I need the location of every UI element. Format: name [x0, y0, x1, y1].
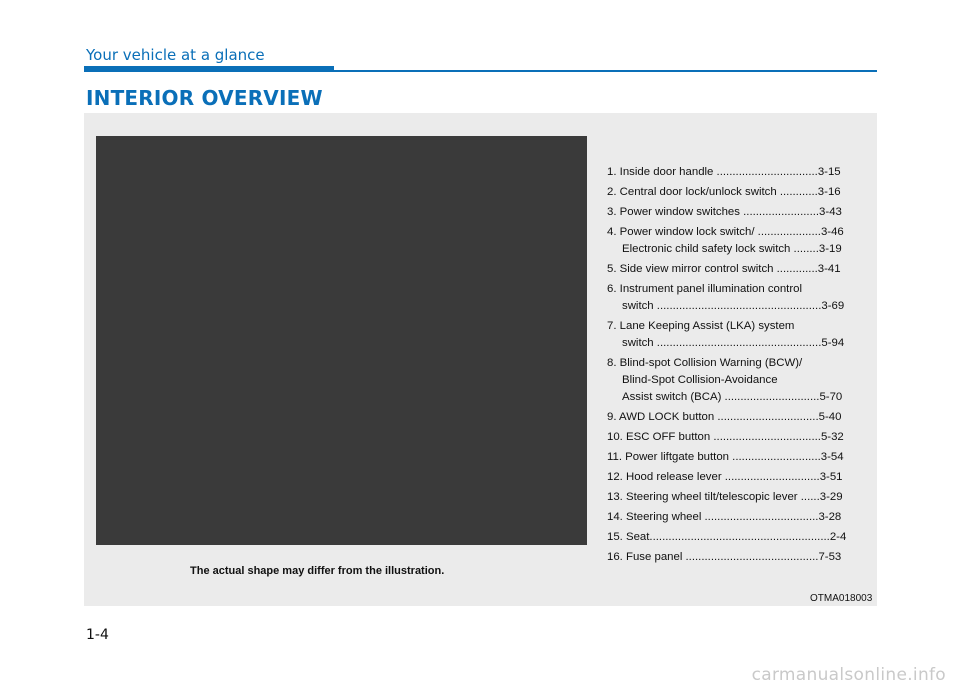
section-title: Your vehicle at a glance [86, 46, 265, 64]
legend-item [607, 224, 867, 258]
legend-item [607, 355, 867, 406]
interior-illustration [96, 136, 587, 545]
legend-item-line: 10. ESC OFF button ..................................5-32 [607, 431, 844, 443]
legend-item-line: 14. Steering wheel ....................................3-28 [607, 511, 842, 523]
legend-item [607, 281, 867, 315]
header-rule-thin [334, 70, 877, 72]
legend-item [607, 549, 867, 566]
legend-item-line: 8. Blind-spot Collision Warning (BCW)/ [607, 357, 803, 369]
illustration-caption: The actual shape may differ from the illustration. [190, 565, 445, 577]
legend-item-line: 11. Power liftgate button ............................3-54 [607, 451, 844, 463]
legend-item-line: Blind-Spot Collision-Avoidance [622, 374, 778, 386]
legend-item-line: 2. Central door lock/unlock switch ............3-16 [607, 186, 841, 198]
legend-item [607, 429, 867, 446]
legend-item-line: Assist switch (BCA) ..............................5-70 [622, 391, 843, 403]
legend-item-line: 13. Steering wheel tilt/telescopic lever ......3-29 [607, 491, 843, 503]
legend-item [607, 204, 867, 221]
legend-item [607, 469, 867, 486]
legend-item-line: 3. Power window switches ........................3-43 [607, 206, 842, 218]
legend-item-line: 15. Seat.........................................................2-4 [607, 531, 847, 543]
legend-item-line: 6. Instrument panel illumination control [607, 283, 803, 295]
legend-item [607, 261, 867, 278]
legend-item [607, 449, 867, 466]
legend-item-line: 9. AWD LOCK button ................................5-40 [607, 411, 842, 423]
legend-item-line: 5. Side view mirror control switch .............3-41 [607, 263, 841, 275]
page-number: 1-4 [86, 627, 109, 643]
legend-item [607, 529, 867, 546]
legend-item [607, 318, 867, 352]
legend-item-line: 12. Hood release lever ..............................3-51 [607, 471, 843, 483]
legend-item-line: 7. Lane Keeping Assist (LKA) system [607, 320, 795, 332]
component-legend [607, 164, 867, 569]
legend-item [607, 164, 867, 181]
legend-item [607, 184, 867, 201]
header-rule-thick [84, 66, 334, 72]
page-title: INTERIOR OVERVIEW [86, 86, 323, 110]
legend-item-line: Electronic child safety lock switch ........3-19 [622, 243, 842, 255]
legend-item [607, 409, 867, 426]
legend-item [607, 489, 867, 506]
image-code: OTMA018003 [810, 593, 873, 604]
legend-item [607, 509, 867, 526]
legend-item-line: 1. Inside door handle ................................3-15 [607, 166, 841, 178]
legend-item-line: switch ....................................................5-94 [622, 337, 845, 349]
legend-item-line: switch ....................................................3-69 [622, 300, 845, 312]
legend-item-line: 4. Power window lock switch/ ....................3-46 [607, 226, 844, 238]
legend-item-line: 16. Fuse panel ..........................................7-53 [607, 551, 842, 563]
watermark: carmanualsonline.info [751, 665, 946, 685]
